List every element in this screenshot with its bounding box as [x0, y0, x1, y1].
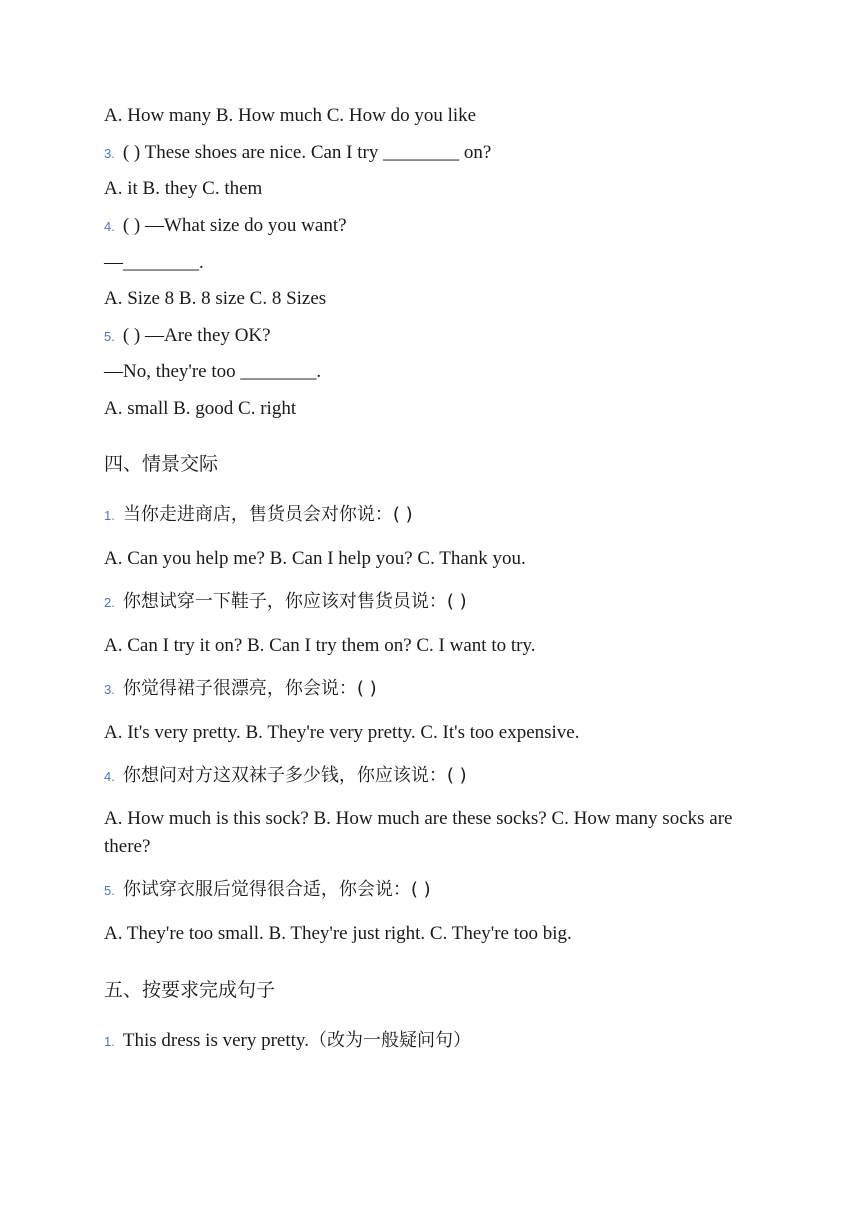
question-text: ( ) —Are they OK? — [122, 325, 271, 346]
question-number: 5. — [104, 329, 115, 344]
s5-question-1 — [104, 1029, 744, 1054]
question-text: ( ) —What size do you want? — [122, 215, 347, 236]
question-number: 4. — [104, 219, 115, 234]
question-4 — [104, 214, 744, 239]
s4-question-5 — [104, 878, 744, 903]
question-3 — [104, 141, 744, 166]
q5-options: A. small B. good C. right — [104, 398, 297, 419]
s4-question-3 — [104, 677, 744, 702]
question-number: 5. — [104, 883, 115, 898]
question-text: 你想试穿一下鞋子，你应该对售货员说：( ) — [122, 591, 467, 612]
question-number: 4. — [104, 769, 115, 784]
question-number: 3. — [104, 682, 115, 697]
section-4-title: 四、情景交际 — [104, 453, 219, 475]
question-number: 1. — [104, 508, 115, 523]
question-text: This dress is very pretty. — [122, 1030, 309, 1051]
question-5 — [104, 324, 744, 349]
s4-q1-options: A. Can you help me? B. Can I help you? C. Thank you. — [104, 548, 526, 569]
question-note: （改为一般疑问句） — [308, 1030, 471, 1051]
s4-q2-options: A. Can I try it on? B. Can I try them on? C. I want to try. — [104, 635, 536, 656]
q3-options: A. it B. they C. them — [104, 178, 263, 199]
question-number: 3. — [104, 146, 115, 161]
q4-reply: —________. — [104, 252, 204, 273]
section-5-title: 五、按要求完成句子 — [104, 979, 276, 1001]
question-number: 1. — [104, 1034, 115, 1049]
question-text: 你试穿衣服后觉得很合适，你会说：( ) — [122, 879, 431, 900]
question-text: 你觉得裙子很漂亮，你会说：( ) — [122, 678, 377, 699]
s4-q3-options: A. It's very pretty. B. They're very pretty. C. It's too expensive. — [104, 722, 580, 743]
q4-options: A. Size 8 B. 8 size C. 8 Sizes — [104, 288, 327, 309]
q5-reply: —No, they're too ________. — [104, 361, 322, 382]
s4-question-1 — [104, 503, 744, 528]
q2-options: A. How many B. How much C. How do you like — [104, 105, 477, 126]
question-text: 你想问对方这双袜子多少钱，你应该说：( ) — [122, 765, 467, 786]
question-number: 2. — [104, 595, 115, 610]
s4-question-4 — [104, 764, 744, 789]
s4-q4-options: A. How much is this sock? B. How much are these socks? C. How many socks are there? — [104, 808, 733, 857]
question-text: 当你走进商店，售货员会对你说：( ) — [122, 504, 413, 525]
s4-q5-options: A. They're too small. B. They're just right. C. They're too big. — [104, 923, 572, 944]
question-text: ( ) These shoes are nice. Can I try ________ on? — [122, 142, 492, 163]
s4-question-2 — [104, 590, 744, 615]
